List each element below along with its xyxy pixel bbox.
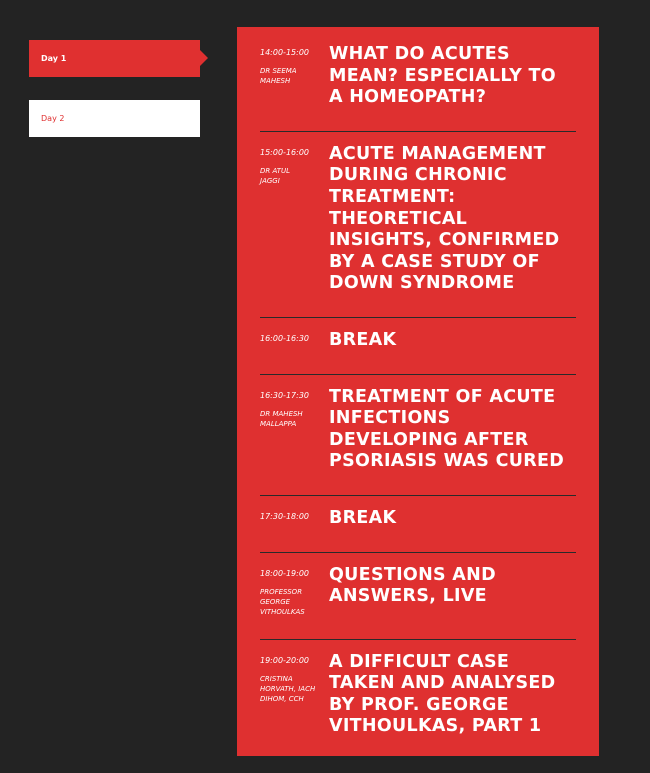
session-title: BREAK	[329, 507, 397, 528]
session-speaker: DR MAHESH MALLAPPA	[260, 409, 303, 428]
session-title: BREAK	[329, 329, 397, 350]
session-time: 16:30-17:30	[260, 390, 309, 400]
session-time: 17:30-18:00	[260, 511, 309, 521]
session-meta	[260, 330, 329, 352]
tab-day-1[interactable]	[29, 40, 200, 77]
session-meta	[260, 508, 329, 530]
tab-day-2-label: Day 2	[41, 114, 65, 123]
session-row	[260, 565, 576, 640]
session-title: TREATMENT OF ACUTE INFECTIONS DEVELOPING AFTER PSORIASIS WAS CURED	[329, 386, 565, 472]
session-row	[260, 387, 576, 496]
session-speaker: CRISTINA HORVATH, IACH DIHOM, CCH	[260, 674, 316, 703]
session-title: WHAT DO ACUTES MEAN? ESPECIALLY TO A HOMEOPATH?	[329, 44, 556, 108]
session-speaker: PROFESSOR GEORGE VITHOULKAS	[260, 587, 305, 616]
session-time: 16:00-16:30	[260, 333, 309, 343]
session-speaker: DR ATUL JAGGI	[260, 166, 291, 185]
session-row	[260, 144, 576, 318]
schedule-panel	[237, 27, 599, 756]
tab-day-2[interactable]	[29, 100, 200, 137]
session-title: A DIFFICULT CASE TAKEN AND ANALYSED BY PROF. GEORGE VITHOULKAS, PART 1	[329, 651, 556, 737]
session-meta	[260, 652, 329, 738]
session-title: ACUTE MANAGEMENT DURING CHRONIC TREATMENT: THEORETICAL INSIGHTS, CONFIRMED BY A CASE STUDY OF DOWN SYNDROME	[329, 143, 560, 294]
session-meta	[260, 144, 329, 295]
session-time: 15:00-16:00	[260, 147, 309, 157]
session-row	[260, 508, 576, 553]
tab-day-1-label: Day 1	[41, 54, 67, 63]
session-row	[260, 330, 576, 375]
session-time: 14:00-15:00	[260, 48, 309, 57]
session-speaker: DR SEEMA MAHESH	[260, 67, 297, 85]
session-row	[260, 652, 576, 760]
session-meta	[260, 387, 329, 473]
session-meta	[260, 565, 329, 617]
session-time: 18:00-19:00	[260, 568, 309, 578]
session-meta	[260, 44, 329, 109]
day-tabs	[29, 40, 200, 137]
session-time: 19:00-20:00	[260, 655, 309, 665]
session-title: QUESTIONS AND ANSWERS, LIVE	[329, 564, 496, 607]
session-row	[260, 44, 576, 132]
